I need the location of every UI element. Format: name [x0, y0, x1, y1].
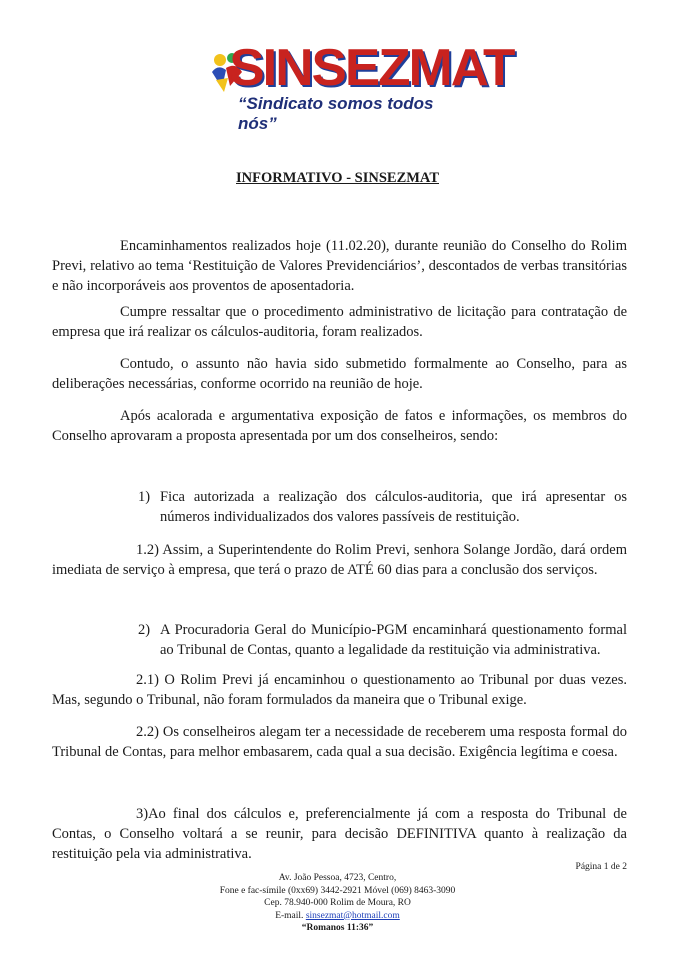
logo-wordmark: SINSEZMAT: [229, 39, 514, 97]
list-item-number: 1): [138, 489, 151, 505]
paragraph-item-2-2: 2.2) Os conselheiros alegam ter a necessidade de receberem uma resposta formal do Tribunal de Contas, para melhor embasarem, cada qual a sua decisão. Exigência legítima e coesa.: [52, 724, 627, 760]
footer-email-label: E-mail.: [275, 910, 304, 921]
footer-email-line: [0, 910, 675, 923]
list-item-2: [138, 620, 627, 660]
sinsezmat-logo: [210, 38, 514, 133]
paragraph-item-3: 3)Ao final dos cálculos e, preferencialmente já com a resposta do Tribunal de Contas, o Conselho voltará a se reunir, para decisão DEFINITIVA quanto à realização da restituição pela via administrativa.: [52, 806, 627, 862]
paragraph-intro: Encaminhamentos realizados hoje (11.02.20), durante reunião do Conselho do Rolim Previ, relativo ao tema ‘Restituição de Valores Previdenciários’, descontados de verbas transitórias e não incorporáveis aos proventos de aposentadoria.: [52, 238, 627, 294]
list-item-text: Fica autorizada a realização dos cálculos-auditoria, que irá apresentar os números individualizados dos valores passíveis de restituição.: [160, 489, 627, 525]
list-item-1: [138, 487, 627, 527]
footer: [0, 872, 675, 935]
footer-address: Av. João Pessoa, 4723, Centro,: [278, 873, 397, 883]
paragraph-procedure: Cumpre ressaltar que o procedimento administrativo de licitação para contratação de empresa que irá realizar os cálculos-auditoria, foram realizados.: [52, 304, 627, 340]
logo-slogan: “Sindicato somos todos nós”: [238, 94, 434, 133]
list-item-text: A Procuradoria Geral do Município-PGM encaminhará questionamento formal ao Tribunal de Contas, quanto a legalidade da restituição via administrativa.: [160, 622, 627, 658]
footer-verse: “Romanos 11:36”: [301, 923, 374, 933]
paragraph-item-2-1: 2.1) O Rolim Previ já encaminhou o questionamento ao Tribunal por duas vezes. Mas, segundo o Tribunal, não foram formulados da maneira que o Tribunal exige.: [52, 672, 627, 708]
paragraph-council: Contudo, o assunto não havia sido submetido formalmente ao Conselho, para as deliberações necessárias, conforme ocorrido na reunião de hoje.: [52, 356, 627, 392]
list-item-number: 2): [138, 622, 151, 638]
paragraph-item-1-2: 1.2) Assim, a Superintendente do Rolim Previ, senhora Solange Jordão, dará ordem imediata de serviço à empresa, que terá o prazo de ATÉ 60 dias para a conclusão dos serviços.: [52, 542, 627, 578]
paragraph-approval: Após acalorada e argumentativa exposição de fatos e informações, os membros do Conselho aprovaram a proposta apresentada por um dos conselheiros, sendo:: [52, 408, 627, 444]
footer-cep: Cep. 78.940-000 Rolim de Moura, RO: [264, 898, 411, 908]
document-title: INFORMATIVO - SINSEZMAT: [236, 170, 439, 186]
footer-phones: Fone e fac-símile (0xx69) 3442-2921 Móvel (069) 8463-3090: [219, 885, 456, 896]
footer-email-link[interactable]: sinsezmat@hotmail.com: [305, 910, 400, 921]
page-indicator: Página 1 de 2: [575, 862, 627, 872]
